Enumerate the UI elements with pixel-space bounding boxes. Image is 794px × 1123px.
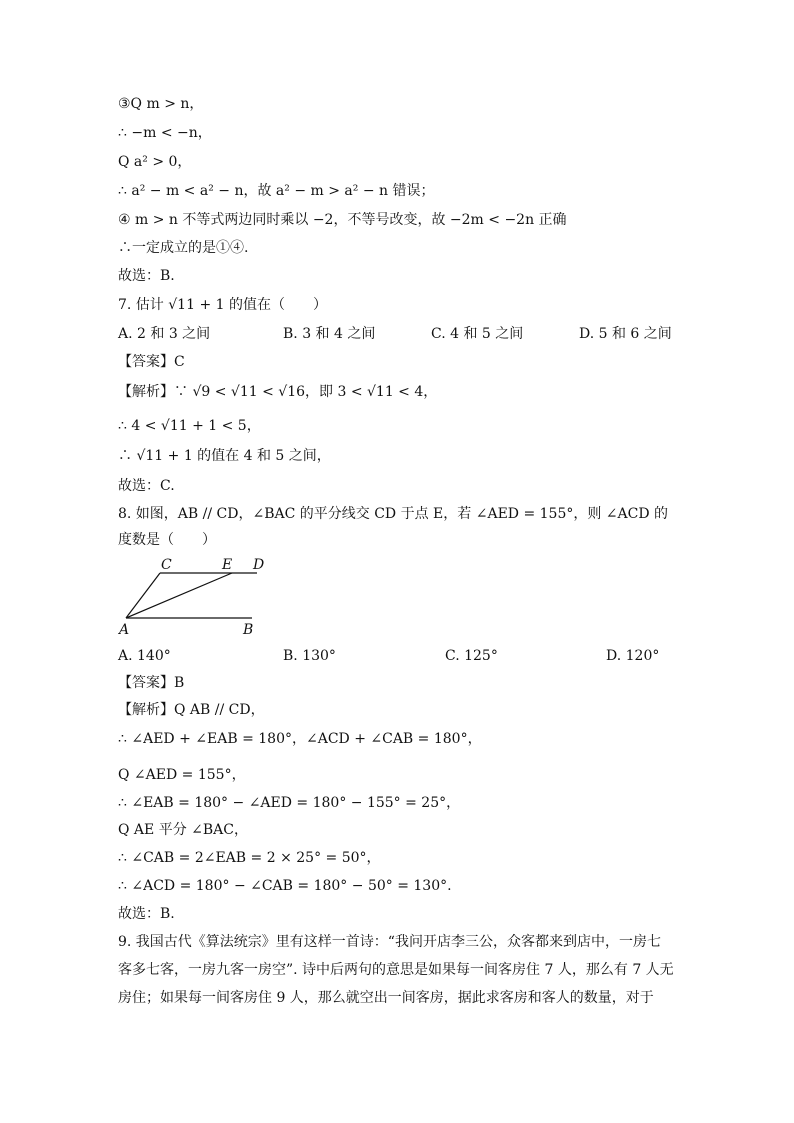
q8-analysis-7: ∴ ∠ACD = 180° − ∠CAB = 180° − 50° = 130°. (118, 878, 452, 894)
q8-option-d: D. 120° (606, 648, 660, 664)
q7-analysis-3: ∴ √11 + 1 的值在 4 和 5 之间， (118, 448, 331, 464)
q8-analysis-6: ∴ ∠CAB = 2∠EAB = 2 × 25° = 50°， (118, 850, 381, 866)
question-7-stem: 7. 估计 √11 + 1 的值在（ ） (118, 297, 327, 313)
q7-analysis-2: ∴ 4 < √11 + 1 < 5， (118, 418, 261, 434)
q7-option-b: B. 3 和 4 之间 (283, 326, 376, 342)
solution-line-5: ④ m > n 不等式两边同时乘以 −2，不等号改变，故 −2m < −2n 正确 (118, 212, 567, 228)
label-c: C (161, 557, 172, 573)
q8-option-a: A. 140° (118, 648, 171, 664)
solution-line-4: ∴ a² − m < a² − n，故 a² − m > a² − n 错误； (118, 183, 435, 199)
question-9-line-3: 房住；如果每一间客房住 9 人，那么就空出一间客房，据此求客房和客人的数量，对于 (118, 990, 654, 1006)
q7-answer: 【答案】C (118, 354, 185, 370)
geometry-figure (112, 556, 272, 640)
q8-analysis-1: 【解析】Q AB // CD， (118, 702, 265, 718)
q7-option-d: D. 5 和 6 之间 (579, 326, 672, 342)
question-9-line-2: 客多七客，一房九客一房空”. 诗中后两句的意思是如果每一间客房住 7 人，那么有 7 人无 (118, 962, 674, 978)
label-a: A (119, 622, 130, 638)
q7-option-c: C. 4 和 5 之间 (431, 326, 524, 342)
q8-option-c: C. 125° (445, 648, 498, 664)
solution-line-3: Q a² > 0， (118, 154, 192, 170)
q8-analysis-4: ∴ ∠EAB = 180° − ∠AED = 180° − 155° = 25°， (118, 795, 461, 811)
label-d: D (253, 557, 265, 573)
segment-ae (126, 573, 232, 618)
answer-choice-6: 故选：B. (118, 268, 175, 284)
solution-line-1: ③Q m > n， (118, 96, 204, 112)
q8-analysis-5: Q AE 平分 ∠BAC， (118, 822, 248, 838)
q8-choice: 故选：B. (118, 906, 175, 922)
q8-option-b: B. 130° (283, 648, 336, 664)
q8-analysis-2: ∴ ∠AED + ∠EAB = 180°，∠ACD + ∠CAB = 180°， (118, 731, 482, 747)
label-b: B (243, 622, 254, 638)
q7-choice: 故选：C. (118, 478, 175, 494)
question-8-stem-2: 度数是（ ） (118, 532, 216, 548)
question-9-line-1: 9. 我国古代《算法统宗》里有这样一首诗：“我问开店李三公，众客都来到店中，一房七 (118, 934, 661, 950)
q8-answer: 【答案】B (118, 675, 185, 691)
q8-analysis-3: Q ∠AED = 155°， (118, 767, 246, 783)
solution-line-6: ∴一定成立的是①④. (118, 240, 249, 256)
q7-analysis-1: 【解析】∵ √9 < √11 < √16，即 3 < √11 < 4， (118, 384, 438, 400)
label-e: E (222, 557, 233, 573)
q7-option-a: A. 2 和 3 之间 (118, 326, 211, 342)
question-8-stem-1: 8. 如图，AB // CD，∠BAC 的平分线交 CD 于点 E，若 ∠AED = 155°，则 ∠ACD 的 (118, 506, 669, 522)
solution-line-2: ∴ −m < −n， (118, 125, 212, 141)
